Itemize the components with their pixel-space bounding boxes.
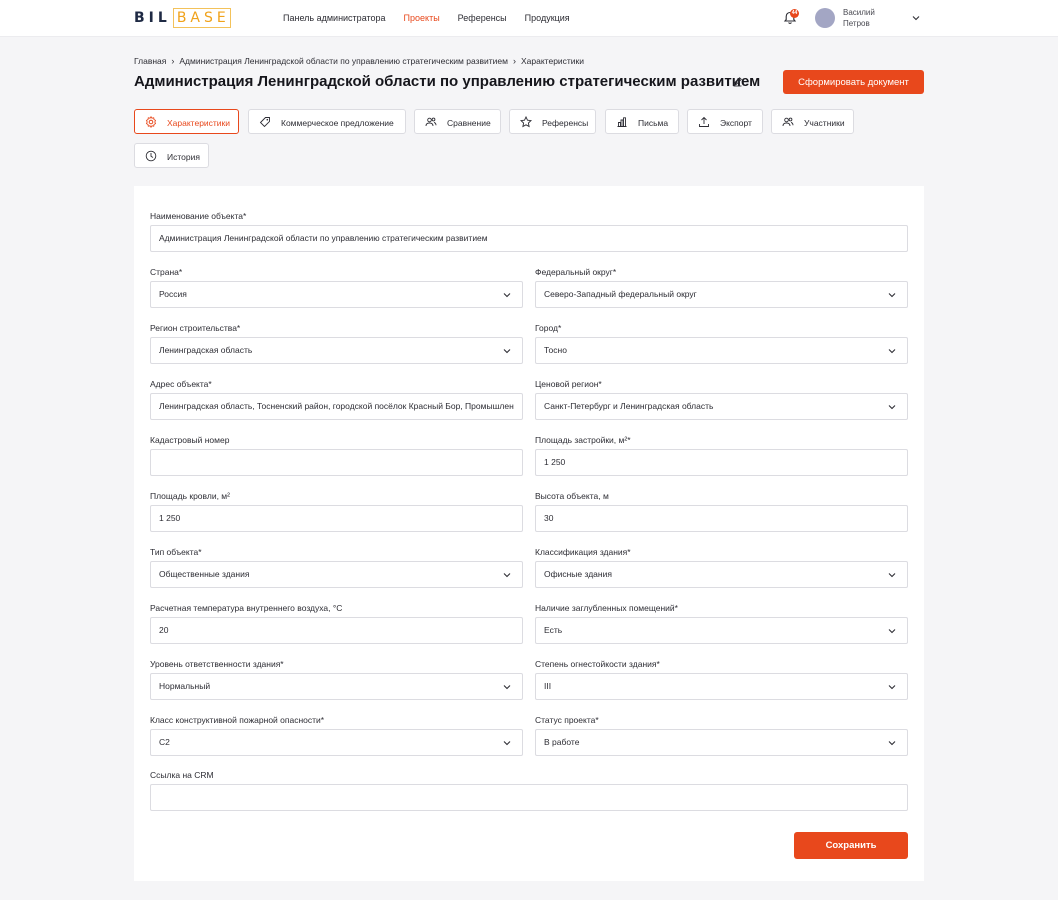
country-label: Страна*: [150, 267, 183, 277]
object-name-label: Наименование объекта*: [150, 211, 247, 221]
chevron-down-icon: [887, 739, 897, 747]
region-value: Ленинградская область: [159, 345, 253, 355]
city-label: Город*: [535, 323, 562, 333]
top-header: [0, 0, 1058, 37]
fire-hazard-value: С2: [159, 737, 170, 747]
logo[interactable]: [134, 7, 231, 29]
roof-area-label: Площадь кровли, м²: [150, 491, 230, 501]
object-type-value: Общественные здания: [159, 569, 250, 579]
users-icon: [425, 116, 437, 128]
responsibility-label: Уровень ответственности здания*: [150, 659, 284, 669]
bar-chart-icon: [616, 116, 628, 128]
region-select[interactable]: [150, 337, 523, 364]
roof-area-input[interactable]: 1 250: [150, 505, 523, 532]
chevron-down-icon: [887, 291, 897, 299]
region-label: Регион строительства*: [150, 323, 241, 333]
country-value: Россия: [159, 289, 187, 299]
chevron-right-icon: ›: [513, 56, 516, 66]
inner-temp-input[interactable]: 20: [150, 617, 523, 644]
tab-references[interactable]: [509, 109, 596, 134]
main-nav: [283, 13, 570, 23]
object-type-select[interactable]: [150, 561, 523, 588]
fire-resistance-value: III: [544, 681, 552, 691]
user-last-name: Петров: [843, 19, 870, 28]
clock-icon: [145, 150, 157, 162]
object-type-label: Тип объекта*: [150, 547, 202, 557]
status-value: В работе: [544, 737, 580, 747]
logo-text-base: BASE: [173, 8, 231, 28]
logo-text-bil: BIL: [134, 10, 171, 26]
fire-hazard-select[interactable]: [150, 729, 523, 756]
user-first-name: Василий: [843, 8, 875, 17]
chevron-down-icon[interactable]: [911, 14, 921, 22]
tab-history[interactable]: [134, 143, 209, 168]
basement-select[interactable]: [535, 617, 908, 644]
city-select[interactable]: [535, 337, 908, 364]
user-name[interactable]: [843, 7, 903, 29]
tab-participants[interactable]: [771, 109, 854, 134]
tab-characteristics[interactable]: [134, 109, 239, 134]
address-label: Адрес объекта*: [150, 379, 212, 389]
notification-badge: 44: [791, 10, 798, 16]
object-name-input[interactable]: Администрация Ленинградской области по управлению стратегическим развитием: [150, 225, 908, 252]
gear-icon: [145, 116, 157, 128]
tab-comparison[interactable]: [414, 109, 501, 134]
city-value: Тосно: [544, 345, 567, 355]
height-input[interactable]: 30: [535, 505, 908, 532]
tab-export[interactable]: [687, 109, 763, 134]
breadcrumb-home[interactable]: Главная: [134, 56, 167, 66]
chevron-down-icon: [502, 291, 512, 299]
status-label: Статус проекта*: [535, 715, 599, 725]
upload-icon: [698, 116, 710, 128]
responsibility-select[interactable]: [150, 673, 523, 700]
tab-label: Референсы: [542, 118, 589, 128]
building-area-input[interactable]: 1 250: [535, 449, 908, 476]
responsibility-value: Нормальный: [159, 681, 211, 691]
height-label: Высота объекта, м: [535, 491, 609, 501]
generate-document-button[interactable]: Сформировать документ: [783, 70, 924, 94]
status-select[interactable]: [535, 729, 908, 756]
tab-label: Участники: [804, 118, 845, 128]
classification-label: Классификация здания*: [535, 547, 631, 557]
tab-commercial-offer[interactable]: [248, 109, 406, 134]
address-input[interactable]: Ленинградская область, Тосненский район, городской посёлок Красный Бор, Промышлен: [150, 393, 523, 420]
tab-label: Экспорт: [720, 118, 752, 128]
nav-item-products[interactable]: Продукция: [524, 13, 570, 23]
country-select[interactable]: [150, 281, 523, 308]
breadcrumb-current: Характеристики: [521, 56, 585, 66]
chevron-down-icon: [887, 683, 897, 691]
avatar[interactable]: [815, 8, 835, 28]
crm-input[interactable]: [150, 784, 908, 811]
pencil-icon[interactable]: [732, 76, 743, 87]
breadcrumb-project[interactable]: Администрация Ленинградской области по управлению стратегическим развитием: [179, 56, 508, 66]
federal-district-select[interactable]: [535, 281, 908, 308]
chevron-right-icon: ›: [171, 56, 175, 66]
crm-label: Ссылка на CRM: [150, 770, 214, 780]
building-area-label: Площадь застройки, м²*: [535, 435, 631, 445]
price-region-value: Санкт-Петербург и Ленинградская область: [544, 401, 714, 411]
classification-select[interactable]: [535, 561, 908, 588]
tab-label: Сравнение: [447, 118, 491, 128]
tab-label: История: [167, 152, 200, 162]
chevron-down-icon: [887, 627, 897, 635]
cadastral-label: Кадастровый номер: [150, 435, 230, 445]
chevron-down-icon: [887, 403, 897, 411]
tab-label: Письма: [638, 118, 669, 128]
price-region-label: Ценовой регион*: [535, 379, 602, 389]
federal-district-value: Северо-Западный федеральный округ: [544, 289, 697, 299]
classification-value: Офисные здания: [544, 569, 612, 579]
chevron-down-icon: [502, 739, 512, 747]
chevron-down-icon: [502, 347, 512, 355]
chevron-down-icon: [887, 571, 897, 579]
tab-letters[interactable]: [605, 109, 679, 134]
page-title: Администрация Ленинградской области по управлению стратегическим развитием: [134, 73, 761, 90]
star-icon: [520, 116, 532, 128]
fire-resistance-select[interactable]: [535, 673, 908, 700]
price-region-select[interactable]: [535, 393, 908, 420]
cadastral-input[interactable]: [150, 449, 523, 476]
basement-value: Есть: [544, 625, 563, 635]
chevron-down-icon: [502, 683, 512, 691]
save-button[interactable]: Сохранить: [794, 832, 908, 859]
tab-label: Коммерческое предложение: [281, 118, 394, 128]
federal-district-label: Федеральный округ*: [535, 267, 617, 277]
chevron-down-icon: [502, 571, 512, 579]
fire-hazard-label: Класс конструктивной пожарной опасности*: [150, 715, 325, 725]
fire-resistance-label: Степень огнестойкости здания*: [535, 659, 660, 669]
inner-temp-label: Расчетная температура внутреннего воздуха, °С: [150, 603, 343, 613]
tab-label: Характеристики: [167, 118, 231, 128]
nav-item-admin-panel[interactable]: Панель администратора: [283, 13, 386, 23]
nav-item-references[interactable]: Референсы: [457, 13, 507, 23]
tag-icon: [259, 116, 271, 128]
basement-label: Наличие заглубленных помещений*: [535, 603, 678, 613]
nav-item-projects[interactable]: Проекты: [403, 13, 440, 23]
chevron-down-icon: [887, 347, 897, 355]
users-icon: [782, 116, 794, 128]
breadcrumb: [134, 56, 584, 66]
